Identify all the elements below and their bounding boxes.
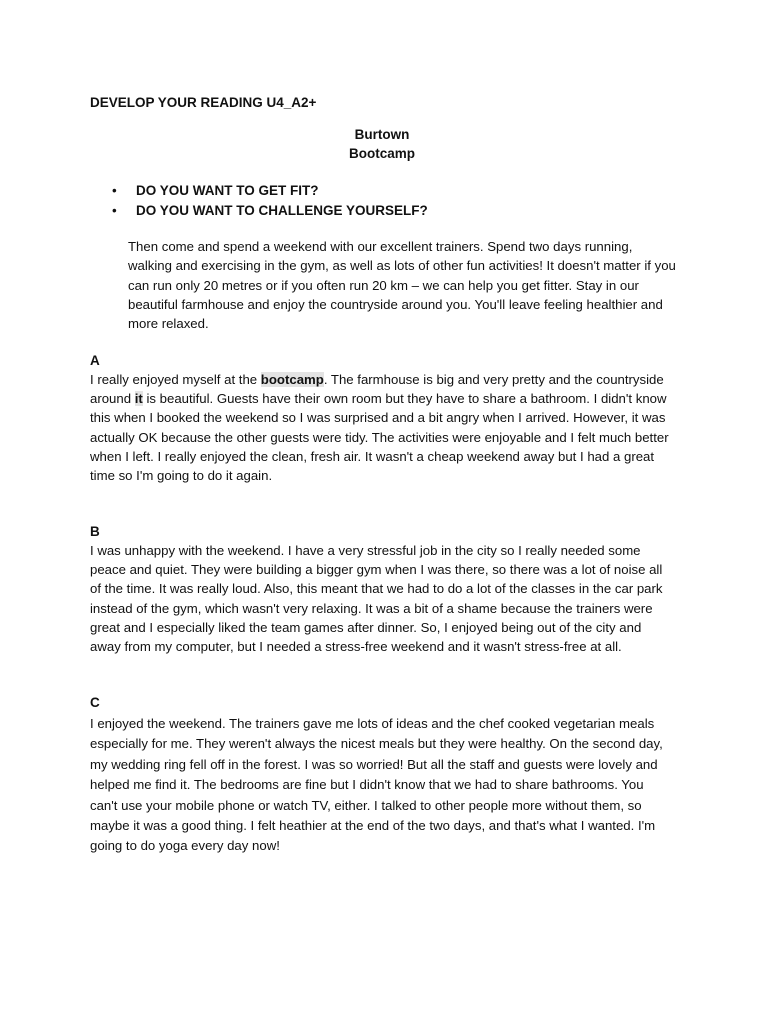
section-letter-a: A	[90, 353, 100, 368]
highlighted-word: it	[134, 391, 143, 407]
review-b-text: I was unhappy with the weekend. I have a very stressful job in the city so I really needed some peace and quiet. They were building a bigger gym when I was there, so there was a lot of noise all of the time. It was really loud. Also, this meant that we had to do a lot of the classes in the car park instead of the gym, which wasn't very relaxing. It was a bit of a shame because the trainers were great and I especially liked the team games after dinner. So, I enjoyed being out of the city and away from my computer, but I needed a stress-free weekend and it wasn't stress-free at all.	[90, 543, 663, 655]
review-a-text	[90, 370, 670, 485]
section-letter-c: C	[90, 695, 100, 710]
bullet-icon: •	[112, 203, 117, 218]
document-title: DEVELOP YOUR READING U4_A2+	[90, 95, 317, 110]
highlighted-word: bootcamp	[260, 372, 324, 387]
section-letter-b: B	[90, 524, 100, 539]
question-list	[112, 181, 428, 221]
ad-heading	[0, 125, 764, 163]
ad-heading-line-2: Bootcamp	[348, 146, 415, 161]
question-text: DO YOU WANT TO CHALLENGE YOURSELF?	[136, 203, 428, 218]
review-c-text: I enjoyed the weekend. The trainers gave me lots of ideas and the chef cooked vegetarian meals especially for me. They weren't always the nicest meals but they were healthy. On the second day, my wedding ring fell off in the forest. I was so worried! But all the staff and guests were lovely and helped me find it. The bedrooms are fine but I didn't know that we had to share bathrooms. You can't use your mobile phone or watch TV, either. I talked to other people more without them, so maybe it was a good thing. I felt heathier at the end of the two days, and that's what I wanted. I'm going to do yoga every day now!	[90, 716, 663, 854]
bullet-icon: •	[112, 183, 117, 198]
question-item	[112, 181, 428, 201]
review-a-text-end: is beautiful. Guests have their own room but they have to share a bathroom. I didn't know this when I booked the weekend so I was surprised and a bit angry when I arrived. However, it was actually OK because the other guests were tidy. The activities were enjoyable and I felt much better when I left. I really enjoyed the clean, fresh air. It wasn't a cheap weekend away but I had a great time so I'm going to do it again.	[90, 391, 669, 484]
question-item	[112, 201, 428, 221]
review-a-text-middle: . The farmhouse is big and very pretty and the countryside around	[90, 372, 664, 407]
review-a-text-start: I really enjoyed myself at the	[90, 372, 261, 387]
question-text: DO YOU WANT TO GET FIT?	[136, 183, 319, 198]
ad-heading-line-1: Burtown	[354, 127, 410, 142]
intro-paragraph: Then come and spend a weekend with our excellent trainers. Spend two days running, walking and exercising in the gym, as well as lots of other fun activities! It doesn't matter if you can run only 20 metres or if you often run 20 km – we can help you get fitter. Stay in our beautiful farmhouse and enjoy the countryside around you. You'll leave feeling healthier and more relaxed.	[128, 239, 676, 332]
